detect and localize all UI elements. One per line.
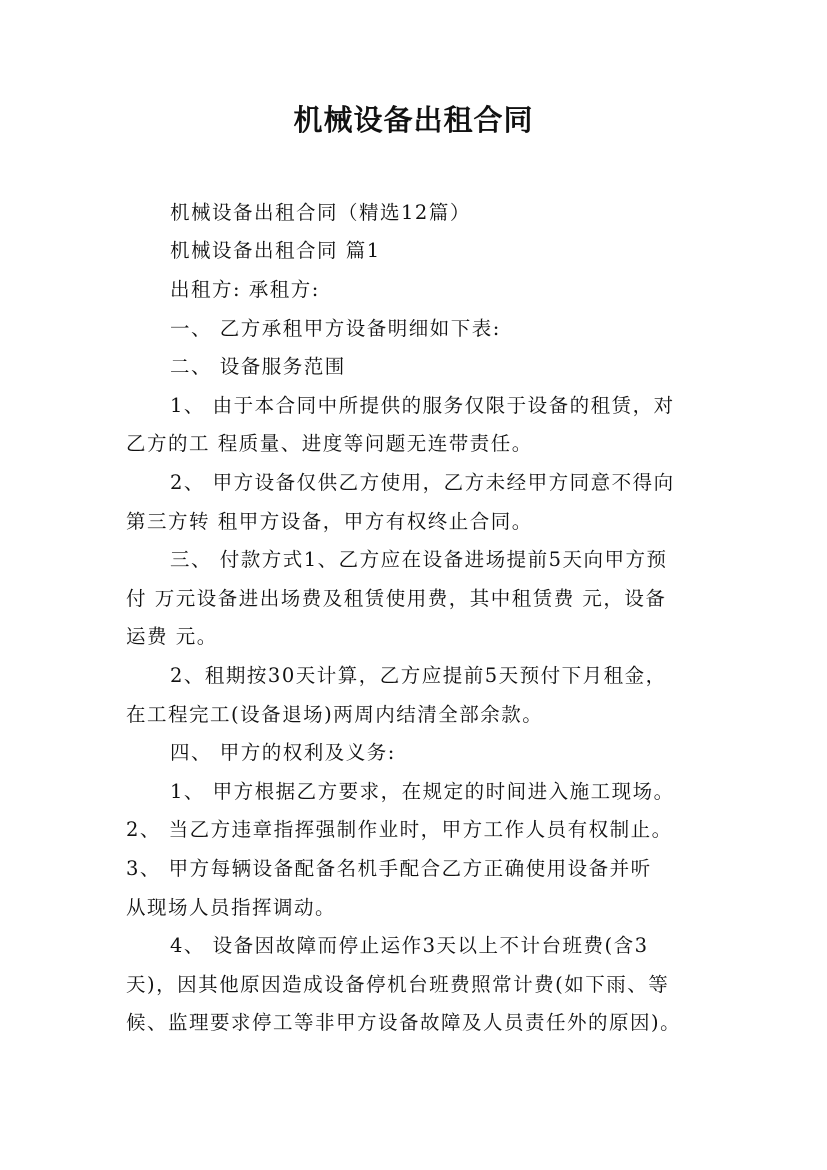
paragraph-line: 1、 由于本合同中所提供的服务仅限于设备的租赁，对: [170, 394, 675, 417]
paragraph-line: 付 万元设备进出场费及租赁使用费，其中租赁费 元，设备: [126, 587, 667, 610]
paragraph-line: 运费 元。: [126, 625, 218, 648]
paragraph-line: 天)，因其他原因造成设备停机台班费照常计费(如下雨、等: [126, 973, 670, 996]
paragraph-line: 乙方的工 程质量、进度等问题无连带责任。: [126, 432, 533, 455]
clause-four-line: 四、 甲方的权利及义务:: [170, 741, 396, 764]
section-heading-line: 机械设备出租合同 篇1: [170, 239, 381, 262]
paragraph-line: 候、监理要求停工等非甲方设备故障及人员责任外的原因)。: [126, 1011, 682, 1034]
subtitle-line: 机械设备出租合同（精选12篇）: [170, 201, 471, 224]
paragraph-line: 三、 付款方式1、乙方应在设备进场提前5天向甲方预: [170, 548, 668, 571]
paragraph-line: 3、 甲方每辆设备配备名机手配合乙方正确使用设备并听: [126, 857, 652, 880]
parties-line: 出租方: 承租方:: [170, 278, 320, 301]
clause-one-line: 一、 乙方承租甲方设备明细如下表:: [170, 317, 501, 340]
paragraph-line: 2、 当乙方违章指挥强制作业时，甲方工作人员有权制止。: [126, 818, 673, 841]
paragraph-line: 第三方转 租甲方设备，甲方有权终止合同。: [126, 510, 533, 533]
document-title: 机械设备出租合同: [293, 103, 534, 137]
paragraph-line: 4、 设备因故障而停止运作3天以上不计台班费(含3: [170, 934, 649, 957]
paragraph-line: 从现场人员指挥调动。: [126, 896, 337, 919]
clause-two-line: 二、 设备服务范围: [170, 355, 346, 378]
paragraph-line: 1、 甲方根据乙方要求，在规定的时间进入施工现场。: [170, 780, 675, 803]
paragraph-line: 在工程完工(设备退场)两周内结清全部余款。: [126, 703, 544, 726]
paragraph-line: 2、 甲方设备仅供乙方使用，乙方未经甲方同意不得向: [170, 471, 675, 494]
paragraph-line: 2、租期按30天计算，乙方应提前5天预付下月租金，: [170, 664, 667, 687]
